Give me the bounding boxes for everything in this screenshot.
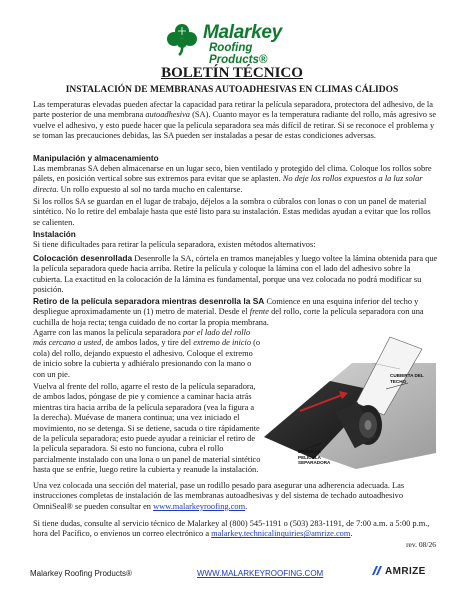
method-unrolled-title: Colocación desenrollada xyxy=(33,253,133,263)
brand-subtitle: Roofing Products® xyxy=(209,42,268,66)
support-email-link[interactable]: malarkey.technicalinquiries@amrize.com xyxy=(211,529,351,539)
rolling-paragraph: Una vez colocada una sección del material, pase un rodillo pesado para asegurar una adherencia adecuada. Las instrucciones completas de instalación de las membranas autoadhesivas y del sistema de techado autoadhesivo OmniSeal® se pueden consultar en www.malarkeyroofing.com. xyxy=(33,481,405,511)
film-label: DIVIDA LA PELÍCULA SEPARADORA xyxy=(298,449,331,465)
revision-note: rev. 08/26 xyxy=(406,540,436,549)
grab-film-paragraph: Agarre con las manos la película separadora por el lado del rollo más cercano a usted, de ambos lados, y tire del extremo de inicio (o cola) del rollo, dejando expuesto el adhesivo. Coloque el extremo de inicio sobre la cubierta y adhiéralo presionando con la mano o con un pie. xyxy=(33,328,261,379)
method-release-film-title: Retiro de la película separadora mientras desenrolla la SA xyxy=(33,296,265,306)
installation-heading: Instalación xyxy=(33,230,76,239)
page-title: BOLETÍN TÉCNICO xyxy=(161,65,303,81)
deck-label: CUBIERTA DEL TECHO xyxy=(390,373,424,384)
handling-heading: Manipulación y almacenamiento xyxy=(33,154,159,163)
amrize-logo: AMRIZE xyxy=(372,566,426,577)
page-subtitle: INSTALACIÓN DE MEMBRANAS AUTOADHESIVAS EN CLIMAS CÁLIDOS xyxy=(65,85,399,95)
intro-paragraph: Las temperaturas elevadas pueden afectar la capacidad para retirar la película separadora, protectora del adhesivo, de la parte posterior de una membrana autoadhesiva (SA). Cuanto mayor es la temperatura radiante del rollo, más agresivo se vuelve el adhesivo, y esto puede hacer que la película separadora sea más difícil de retirar. Si se reconoce el problema y se toman las precauciones debidas, las SA pueden ser instaladas a pesar de estas condiciones adversas. xyxy=(33,100,437,141)
method-release-film: Retiro de la película separadora mientras desenrolla la SA Comience en una esquina inferior del techo y despliegue aproximadamente un (1) metro de material. Desde el frente del rollo, corte la película separadora con una cuchilla de hoja recta; tenga cuidado de no cortar la propia membrana. xyxy=(33,296,424,327)
clover-icon xyxy=(165,22,199,56)
page-footer xyxy=(0,565,464,585)
footer-company: Malarkey Roofing Products® xyxy=(30,569,132,578)
footer-website-link[interactable]: WWW.MALARKEYROOFING.COM xyxy=(197,569,324,578)
walk-back-paragraph: Vuelva al frente del rollo, agarre el resto de la película separadora, de ambos lados, póngase de pie y comience a caminar hacia atrás mientras tira hacia arriba de la película separadora (vea la figura a la derecha). Muévase de manera continua; una vez iniciado el movimiento, no se detenga. Si se detiene, sacuda o tire rápidamente de la película separadora; esto puede ayudar a reiniciar el retiro de la película separadora. Si esto no funciona, cubra el rollo parcialmente instalado con una lona o un panel de material sintético hasta que se enfríe, luego retire la cubierta y reanude la instalación. xyxy=(33,382,261,475)
roll-illustration xyxy=(260,333,440,471)
handling-paragraph-2: Si los rollos SA se guardan en el lugar de trabajo, déjelos a la sombra o cúbralos con lonas o con un panel de material sintético. No lo retire del embalaje hasta que esté listo para su instalación. Estas medidas ayudan a evitar que los rollos se calienten. xyxy=(33,197,431,227)
roll-installation-figure xyxy=(260,333,440,471)
amrize-mark-icon xyxy=(372,566,383,575)
malarkey-logo xyxy=(165,22,305,66)
contact-paragraph: Si tiene dudas, consulte al servicio técnico de Malarkey al (800) 545-1191 o (503) 283-1191, de 7:00 a.m. a 5:00 p.m., hora del Pacífico, o envíenos un correo electrónico a malarkey.technicalinquiries@amrize.com. xyxy=(33,519,430,539)
installation-intro: Si tiene dificultades para retirar la película separadora, existen métodos alternativos: xyxy=(33,240,316,249)
brand-name: Malarkey xyxy=(203,22,282,43)
malarkey-website-link[interactable]: www.malarkeyroofing.com xyxy=(153,501,246,511)
handling-paragraph-1: Las membranas SA deben almacenarse en un lugar seco, bien ventilado y protegido del clima. Coloque los rollos sobre pálets, en posición vertical sobre sus extremos para evitar que se aplasten. No deje los rollos expuestos a la luz solar directa. Un rollo expuesto al sol no tarda mucho en calentarse. xyxy=(33,164,432,194)
method-unrolled: Colocación desenrollada Desenrolle la SA, córtela en tramos manejables y luego voltee la lámina obtenida para que la película separadora quede hacia arriba. Retire la película y coloque la lámina con el lado del adhesivo sobre la cubierta. La exactitud en la colocación de la lámina es fundamental, porque una vez colocada no podrá modificar su posición. xyxy=(33,253,438,295)
